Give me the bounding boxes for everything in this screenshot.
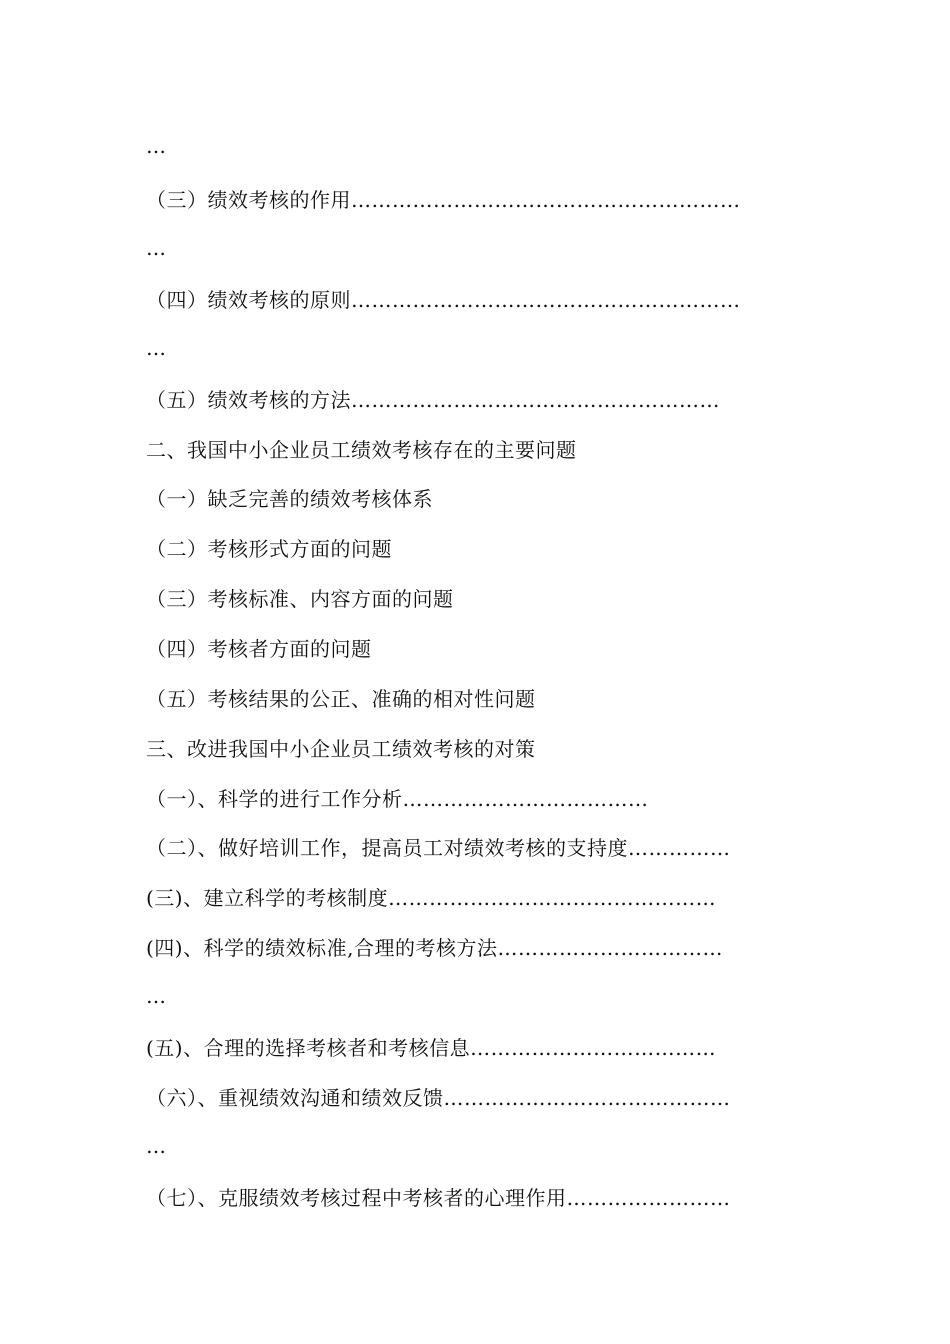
toc-heading-3: 三、改进我国中小企业员工绩效考核的对策 <box>146 737 536 761</box>
toc-continuation-dots: … <box>146 134 167 158</box>
toc-entry-3-7: （七）、克服绩效考核过程中考核者的心理作用…………………… <box>146 1186 731 1210</box>
toc-entry-2-5: （五）考核结果的公正、准确的相对性问题 <box>146 687 536 711</box>
toc-entry-3-5: (五)、合理的选择考核者和考核信息……………………………… <box>146 1036 717 1060</box>
toc-entry-3-1: （一）、科学的进行工作分析……………………………… <box>146 787 649 811</box>
toc-entry-2-2: （二）考核形式方面的问题 <box>146 537 392 561</box>
toc-continuation-dots: … <box>146 1134 167 1158</box>
toc-continuation-dots: … <box>146 984 167 1008</box>
toc-continuation-dots: … <box>146 336 167 360</box>
toc-heading-2: 二、我国中小企业员工绩效考核存在的主要问题 <box>146 438 577 462</box>
toc-entry-2-1: （一）缺乏完善的绩效考核体系 <box>146 487 433 511</box>
toc-entry-1-3: （三）绩效考核的作用………………………………………………… <box>146 188 741 212</box>
toc-entry-2-3: （三）考核标准、内容方面的问题 <box>146 587 454 611</box>
toc-entry-3-4: (四)、科学的绩效标准,合理的考核方法…………………………… <box>146 936 723 960</box>
toc-entry-2-4: （四）考核者方面的问题 <box>146 637 372 661</box>
toc-entry-3-6: （六）、重视绩效沟通和绩效反馈…………………………………… <box>146 1086 731 1110</box>
toc-entry-3-3: (三)、建立科学的考核制度………………………………………… <box>146 886 717 910</box>
toc-entry-1-5: （五）绩效考核的方法……………………………………………… <box>146 388 720 412</box>
toc-continuation-dots: … <box>146 236 167 260</box>
toc-entry-3-2: （二）、做好培训工作，提高员工对绩效考核的支持度…………… <box>146 836 731 860</box>
toc-entry-1-4: （四）绩效考核的原则………………………………………………… <box>146 288 741 312</box>
